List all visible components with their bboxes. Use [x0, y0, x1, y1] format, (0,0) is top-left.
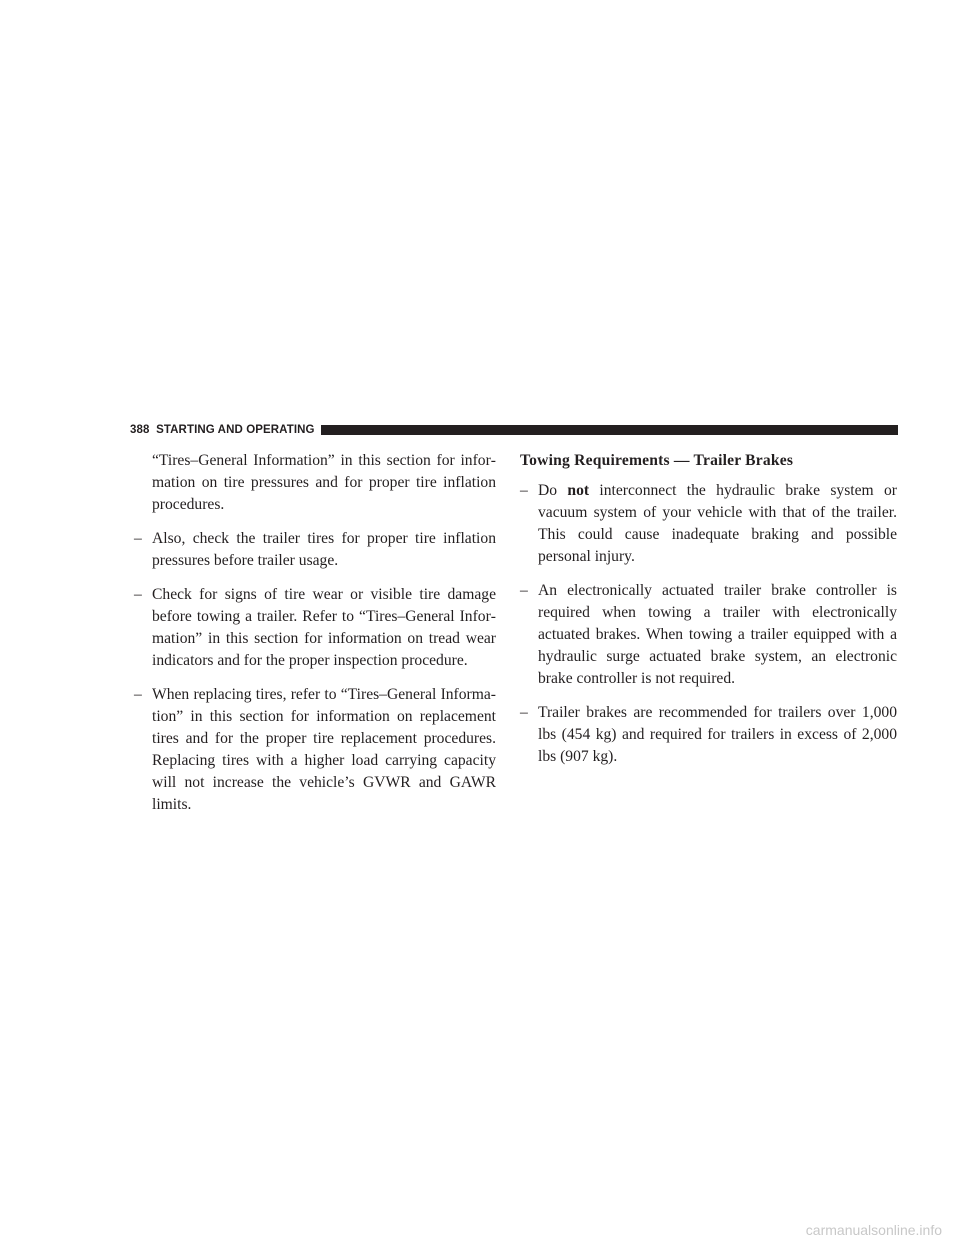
dash-bullet: – [520, 704, 528, 721]
list-item-text: When replacing tires, refer to “Tires–General Information” in this section for information on replacement tires and for the proper tire replacement procedures. Replacing tires with a higher load carrying capacity will not increase the vehicle’s GVWR and GAWR limits. [152, 686, 496, 813]
left-column [134, 450, 496, 828]
list-item [520, 702, 897, 768]
list-item [134, 584, 496, 672]
dash-bullet: – [520, 482, 528, 499]
page-header [130, 422, 898, 438]
text-rest: interconnect the hydraulic brake system or vacuum system of your vehicle with that of the trailer. This could cause inadequate braking and possible personal injury. [538, 482, 897, 565]
list-item-text: Also, check the trailer tires for proper tire inflation pressures before trailer usage. [152, 530, 496, 569]
watermark: carmanualsonline.info [805, 1222, 942, 1238]
dash-bullet: – [134, 686, 142, 703]
list-item [520, 480, 897, 568]
list-item-text: Check for signs of tire wear or visible tire damage before towing a trailer. Refer to “Tires–General Information” in this section for information on tread wear indicators and for the proper inspection procedure. [152, 586, 496, 669]
emphasis-not: not [567, 482, 590, 499]
header-rule [321, 425, 898, 435]
right-column [520, 450, 897, 780]
list-item-text: Trailer brakes are recommended for trailers over 1,000 lbs (454 kg) and required for trailers in excess of 2,000 lbs (907 kg). [538, 704, 897, 765]
list-item [134, 684, 496, 816]
dash-bullet: – [134, 586, 142, 603]
list-item-text: An electronically actuated trailer brake controller is required when towing a trailer with electronically actuated brakes. When towing a trailer equipped with a hydraulic surge actuated brake system, an electronic brake controller is not required. [538, 582, 897, 687]
list-item [520, 580, 897, 690]
page-number: 388 [130, 424, 150, 436]
section-heading: Towing Requirements — Trailer Brakes [520, 452, 794, 469]
dash-bullet: – [520, 582, 528, 599]
list-item-text [538, 480, 897, 568]
dash-bullet: – [134, 530, 142, 547]
header-label [130, 424, 315, 436]
list-item [134, 528, 496, 572]
continued-paragraph: “Tires–General Information” in this section for information on tire pressures and for proper tire inflation procedures. [152, 452, 496, 513]
section-title: STARTING AND OPERATING [156, 424, 315, 436]
text-prefix: Do [538, 482, 568, 499]
